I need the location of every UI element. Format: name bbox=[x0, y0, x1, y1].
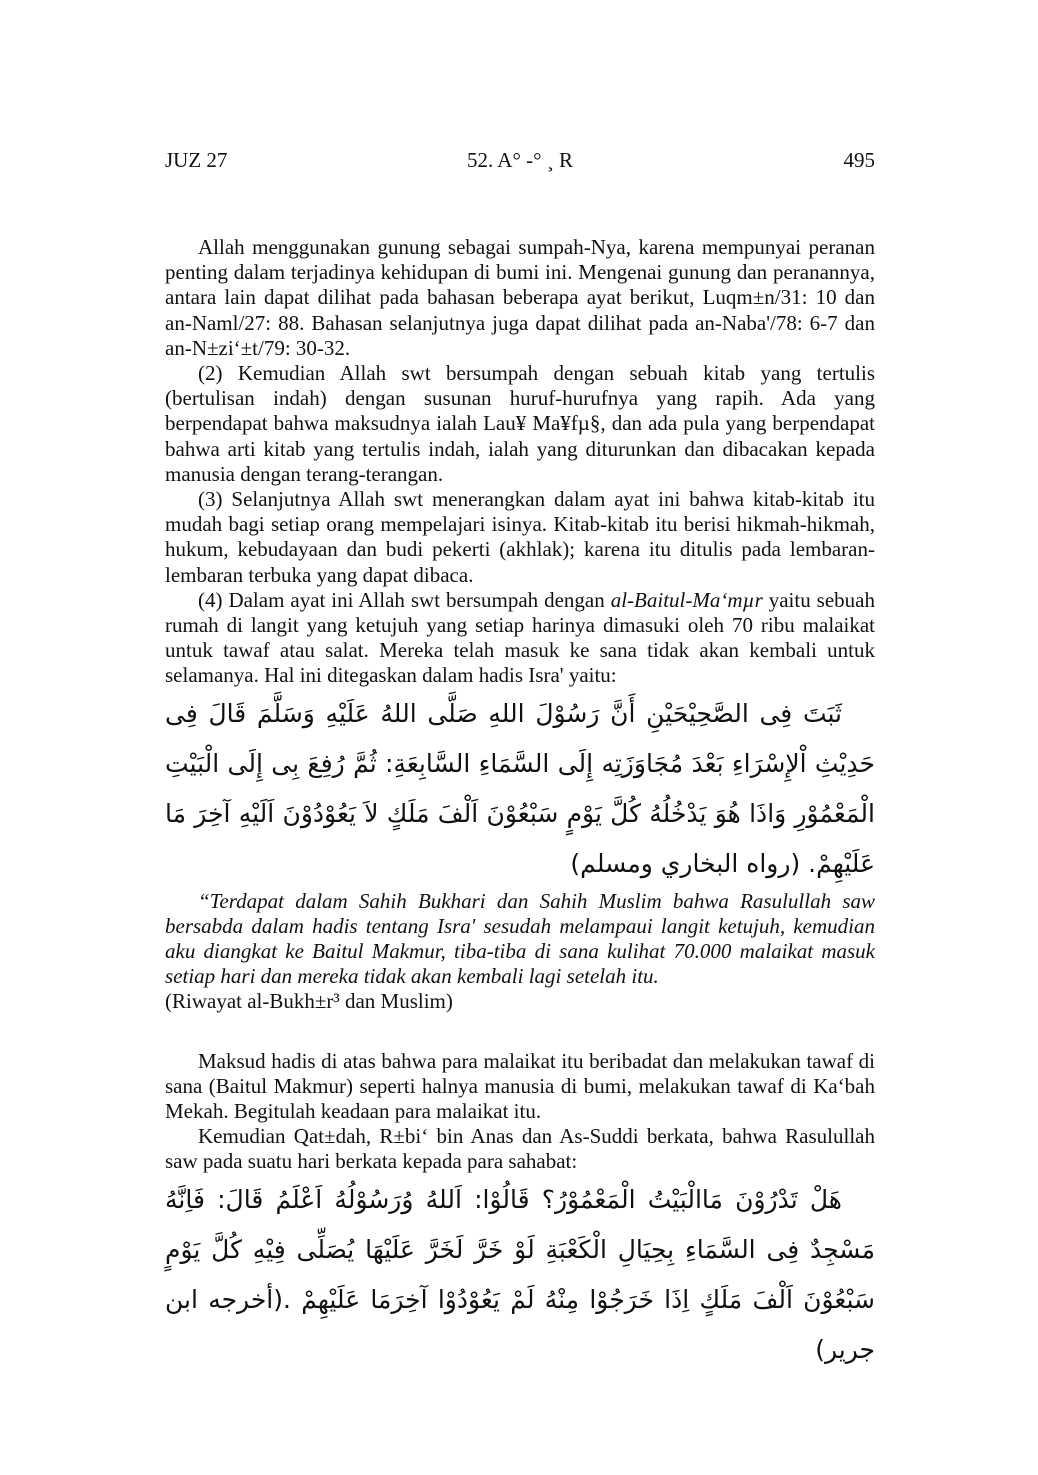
page-header bbox=[165, 145, 875, 175]
paragraph-kitab: (2) Kemudian Allah swt bersumpah dengan sebuah kitab yang tertulis (bertulisan indah) dengan susunan huruf-hurufnya yang rapih. Ada yang berpendapat bahwa maksudnya ialah Lau¥ Ma¥fµ§, dan ada pula yang berpendapat bahwa arti kitab yang tertulis indah, ialah yang diturunkan dan dibacakan kepada manusia dengan terang-terangan. bbox=[165, 361, 875, 486]
hadith-translation bbox=[165, 889, 875, 1015]
surah-title: 52. A° -° ¸ R bbox=[466, 148, 574, 172]
arabic-hadith-isra: ثَبَتَ فِى الصَّحِيْحَيْنِ أَنَّ رَسُوْلَ اللهِ صَلَّى اللهُ عَلَيْهِ وَسَلَّمَ قَالَ فِى حَدِيْثِ اْلإِسْرَاءِ بَعْدَ مُجَاوَزَتِه إِلَى السَّمَاءِ السَّابِعَةِ: ثُمَّ رُفِعَ بِى إِلَى الْبَيْتِ الْمَعْمُوْرِ وَاذَا هُوَ يَدْخُلُهُ كُلَّ يَوْمٍ سَبْعُوْنَ اَلْفَ مَلَكٍ لاَ يَعُوْدُوْنَ اَلَيْهِ آخِرَ مَا عَلَيْهِمْ. (رواه البخاري ومسلم) bbox=[165, 698, 875, 878]
page-number: 495 bbox=[843, 148, 875, 172]
paragraph-kitab-kitab: (3) Selanjutnya Allah swt menerangkan dalam ayat ini bahwa kitab-kitab itu mudah bagi setiap orang mempelajari isinya. Kitab-kitab itu berisi hikmah-hikmah, hukum, kebudayaan dan budi pekerti (akhlak); karena itu ditulis pada lembaran-lembaran terbuka yang dapat dibaca. bbox=[165, 487, 875, 587]
juz-label: JUZ 27 bbox=[165, 148, 228, 172]
paragraph-baitul-makmur bbox=[165, 588, 875, 689]
paragraph-qatadah: Kemudian Qat±dah, R±bi‘ bin Anas dan As-Suddi berkata, bahwa Rasulullah saw pada suatu hari berkata kepada para sahabat: bbox=[165, 1124, 875, 1174]
arabic-hadith-baitul-makmur: هَلْ تَدْرُوْنَ مَاالْبَيْتُ الْمَعْمُوْرُ؟ قَالُوْا: اَللهُ وُرَسُوْلُهُ اَعْلَمُ قَالَ: فَاِنَّهُ مَسْجِدٌ فِى السَّمَاءِ بِحِيَالِ الْكَعْبَةِ لَوْ خَرَّ لَخَرَّ عَلَيْهَا يُصَلِّى فِيْهِ كُلَّ يَوْمٍ سَبْعُوْنَ اَلْفَ مَلَكٍ اِذَا خَرَجُوْا مِنْهُ لَمْ يَعُوْدُوْا آخِرَمَا عَلَيْهِمْ .(أخرجه ابن جرير) bbox=[165, 1184, 875, 1364]
hadith-source: (Riwayat al-Bukh±r³ dan Muslim) bbox=[165, 989, 453, 1014]
paragraph-baitul-makmur-end: yaitu sebuah rumah di langit yang ketujuh yang setiap harinya dimasuki oleh 70 ribu malaikat untuk tawaf atau salat. Mereka telah masuk ke sana tidak akan kembali untuk selamanya. Hal ini ditegaskan dalam hadis Isra' yaitu: bbox=[165, 587, 875, 688]
paragraph-hadith-meaning: Maksud hadis di atas bahwa para malaikat itu beribadat dan melakukan tawaf di sana (Baitul Makmur) seperti halnya manusia di bumi, melakukan tawaf di Ka‘bah Mekah. Begitulah keadaan para malaikat itu. bbox=[165, 1048, 875, 1124]
page-body bbox=[165, 235, 875, 1375]
term-baitul-makmur: al-Baitul-Ma‘mµr bbox=[610, 587, 763, 612]
hadith-translation-text: “Terdapat dalam Sahih Bukhari dan Sahih Muslim bahwa Rasulullah saw bersabda dalam hadis tentang Isra' sesudah melampaui langit ketujuh, kemudian aku diangkat ke Baitul Makmur, tiba-tiba di sana kulihat 70.000 malaikat masuk setiap hari dan mereka tidak akan kembali lagi setelah itu. bbox=[165, 888, 875, 989]
paragraph-mountains: Allah menggunakan gunung sebagai sumpah-Nya, karena mempunyai peranan penting dalam terjadinya kehidupan di bumi ini. Mengenai gunung dan peranannya, antara lain dapat dilihat pada bahasan beberapa ayat berikut, Luqm±n/31: 10 dan an-Naml/27: 88. Bahasan selanjutnya juga dapat dilihat pada an-Naba'/78: 6-7 dan an-N±zi‘±t/79: 30-32. bbox=[165, 235, 875, 360]
spacer bbox=[165, 1015, 875, 1049]
paragraph-baitul-makmur-start: (4) Dalam ayat ini Allah swt bersumpah dengan bbox=[198, 587, 611, 612]
